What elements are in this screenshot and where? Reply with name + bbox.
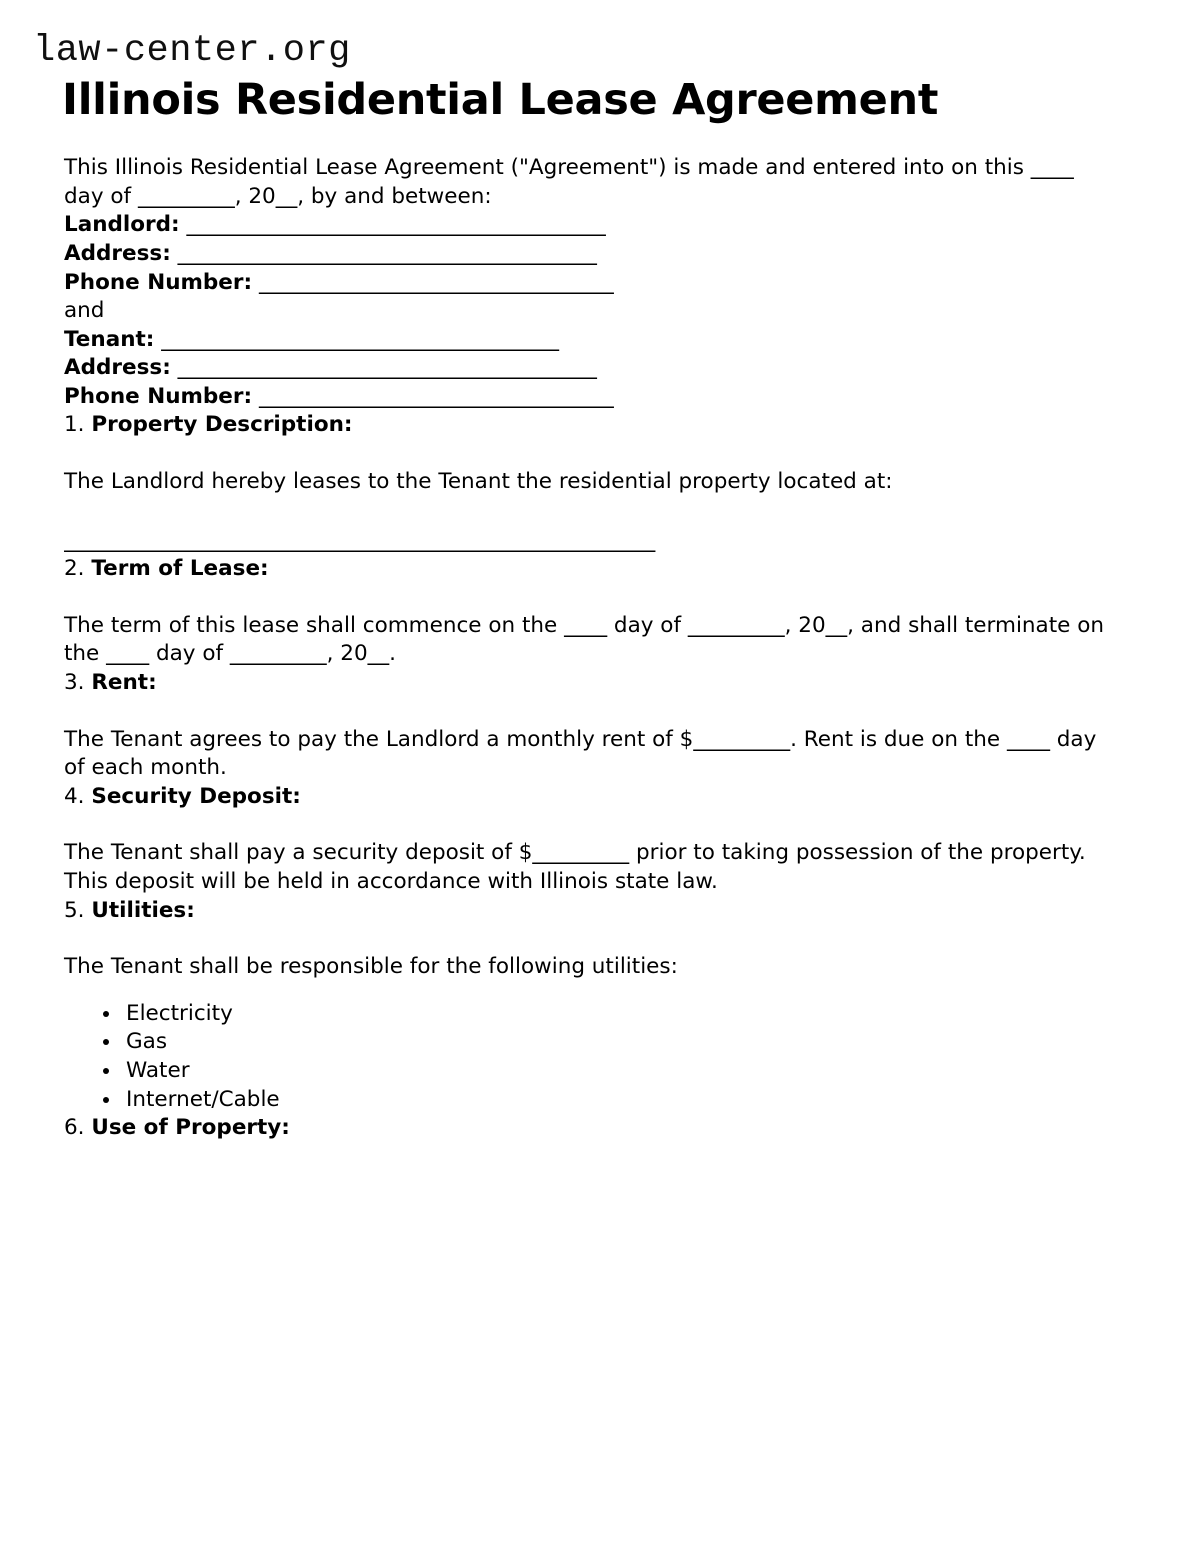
field-blank-landlord-address[interactable]: _______________________________________ bbox=[177, 240, 597, 266]
section-number-4: 4. bbox=[64, 783, 85, 809]
list-item: • Internet/Cable bbox=[122, 1086, 1104, 1115]
section-body-1: The Landlord hereby leases to the Tenant the residential property located at: bbox=[64, 469, 893, 495]
intro-paragraph: This Illinois Residential Lease Agreement ("Agreement") is made and entered into on this ____ day of _________, 20__, by and between: bbox=[64, 155, 1074, 209]
list-item: • Water bbox=[122, 1057, 1104, 1086]
field-blank-tenant-phone[interactable]: _________________________________ bbox=[258, 383, 614, 409]
section-title-6: Use of Property: bbox=[91, 1115, 290, 1141]
site-logo: law-center.org bbox=[33, 30, 351, 72]
section-heading-5 bbox=[64, 897, 1104, 926]
document-body bbox=[64, 154, 1104, 1143]
page-title: Illinois Residential Lease Agreement bbox=[62, 74, 939, 125]
field-label-landlord: Landlord: bbox=[64, 212, 180, 238]
section-body-4: The Tenant shall pay a security deposit of $_________ prior to taking possession of the property. This deposit will be held in accordance with Illinois state law. bbox=[64, 840, 1086, 895]
parties-conjunction: and bbox=[64, 298, 105, 324]
list-item: • Electricity bbox=[122, 1000, 1104, 1029]
field-tenant-name bbox=[64, 326, 1104, 355]
section-title-2: Term of Lease: bbox=[91, 556, 269, 582]
section-body-2: The term of this lease shall commence on the ____ day of _________, 20__, and shall terminate on the ____ day of _________, 20__. bbox=[64, 612, 1104, 667]
field-blank-tenant-address[interactable]: _______________________________________ bbox=[177, 355, 597, 381]
field-tenant-phone bbox=[64, 383, 1104, 412]
field-landlord-address bbox=[64, 240, 1104, 269]
section-number-6: 6. bbox=[64, 1115, 85, 1141]
field-blank-landlord-phone[interactable]: _________________________________ bbox=[258, 269, 614, 295]
section-number-1: 1. bbox=[64, 412, 85, 438]
section-heading-6 bbox=[64, 1114, 1104, 1143]
document-header bbox=[0, 0, 1191, 126]
field-label-tenant: Tenant: bbox=[64, 326, 155, 352]
list-item: • Gas bbox=[122, 1028, 1104, 1057]
field-label-landlord-address: Address: bbox=[64, 240, 171, 266]
section-title-3: Rent: bbox=[91, 670, 157, 696]
section-title-1: Property Description: bbox=[91, 412, 353, 438]
section-number-3: 3. bbox=[64, 670, 85, 696]
section-body-3: The Tenant agrees to pay the Landlord a monthly rent of $_________. Rent is due on the ____ day of each month. bbox=[64, 726, 1097, 781]
section-title-4: Security Deposit: bbox=[91, 783, 301, 809]
section-heading-4 bbox=[64, 783, 1104, 812]
field-label-tenant-phone: Phone Number: bbox=[64, 383, 253, 409]
field-label-tenant-address: Address: bbox=[64, 355, 171, 381]
section-body-5: The Tenant shall be responsible for the following utilities: bbox=[64, 954, 678, 980]
section-title-5: Utilities: bbox=[91, 897, 195, 923]
section-number-5: 5. bbox=[64, 897, 85, 923]
field-label-landlord-phone: Phone Number: bbox=[64, 269, 253, 295]
utilities-list bbox=[64, 1000, 1104, 1114]
field-blank-property-address[interactable]: _______________________________________________________ bbox=[64, 527, 656, 553]
section-number-2: 2. bbox=[64, 556, 85, 582]
section-heading-2 bbox=[64, 555, 1104, 584]
field-tenant-address bbox=[64, 354, 1104, 383]
section-heading-1 bbox=[64, 411, 1104, 440]
field-blank-tenant-name[interactable]: _____________________________________ bbox=[161, 326, 559, 352]
field-landlord-phone bbox=[64, 269, 1104, 298]
field-landlord-name bbox=[64, 211, 1104, 240]
section-heading-3 bbox=[64, 669, 1104, 698]
field-blank-landlord-name[interactable]: _______________________________________ bbox=[186, 212, 606, 238]
